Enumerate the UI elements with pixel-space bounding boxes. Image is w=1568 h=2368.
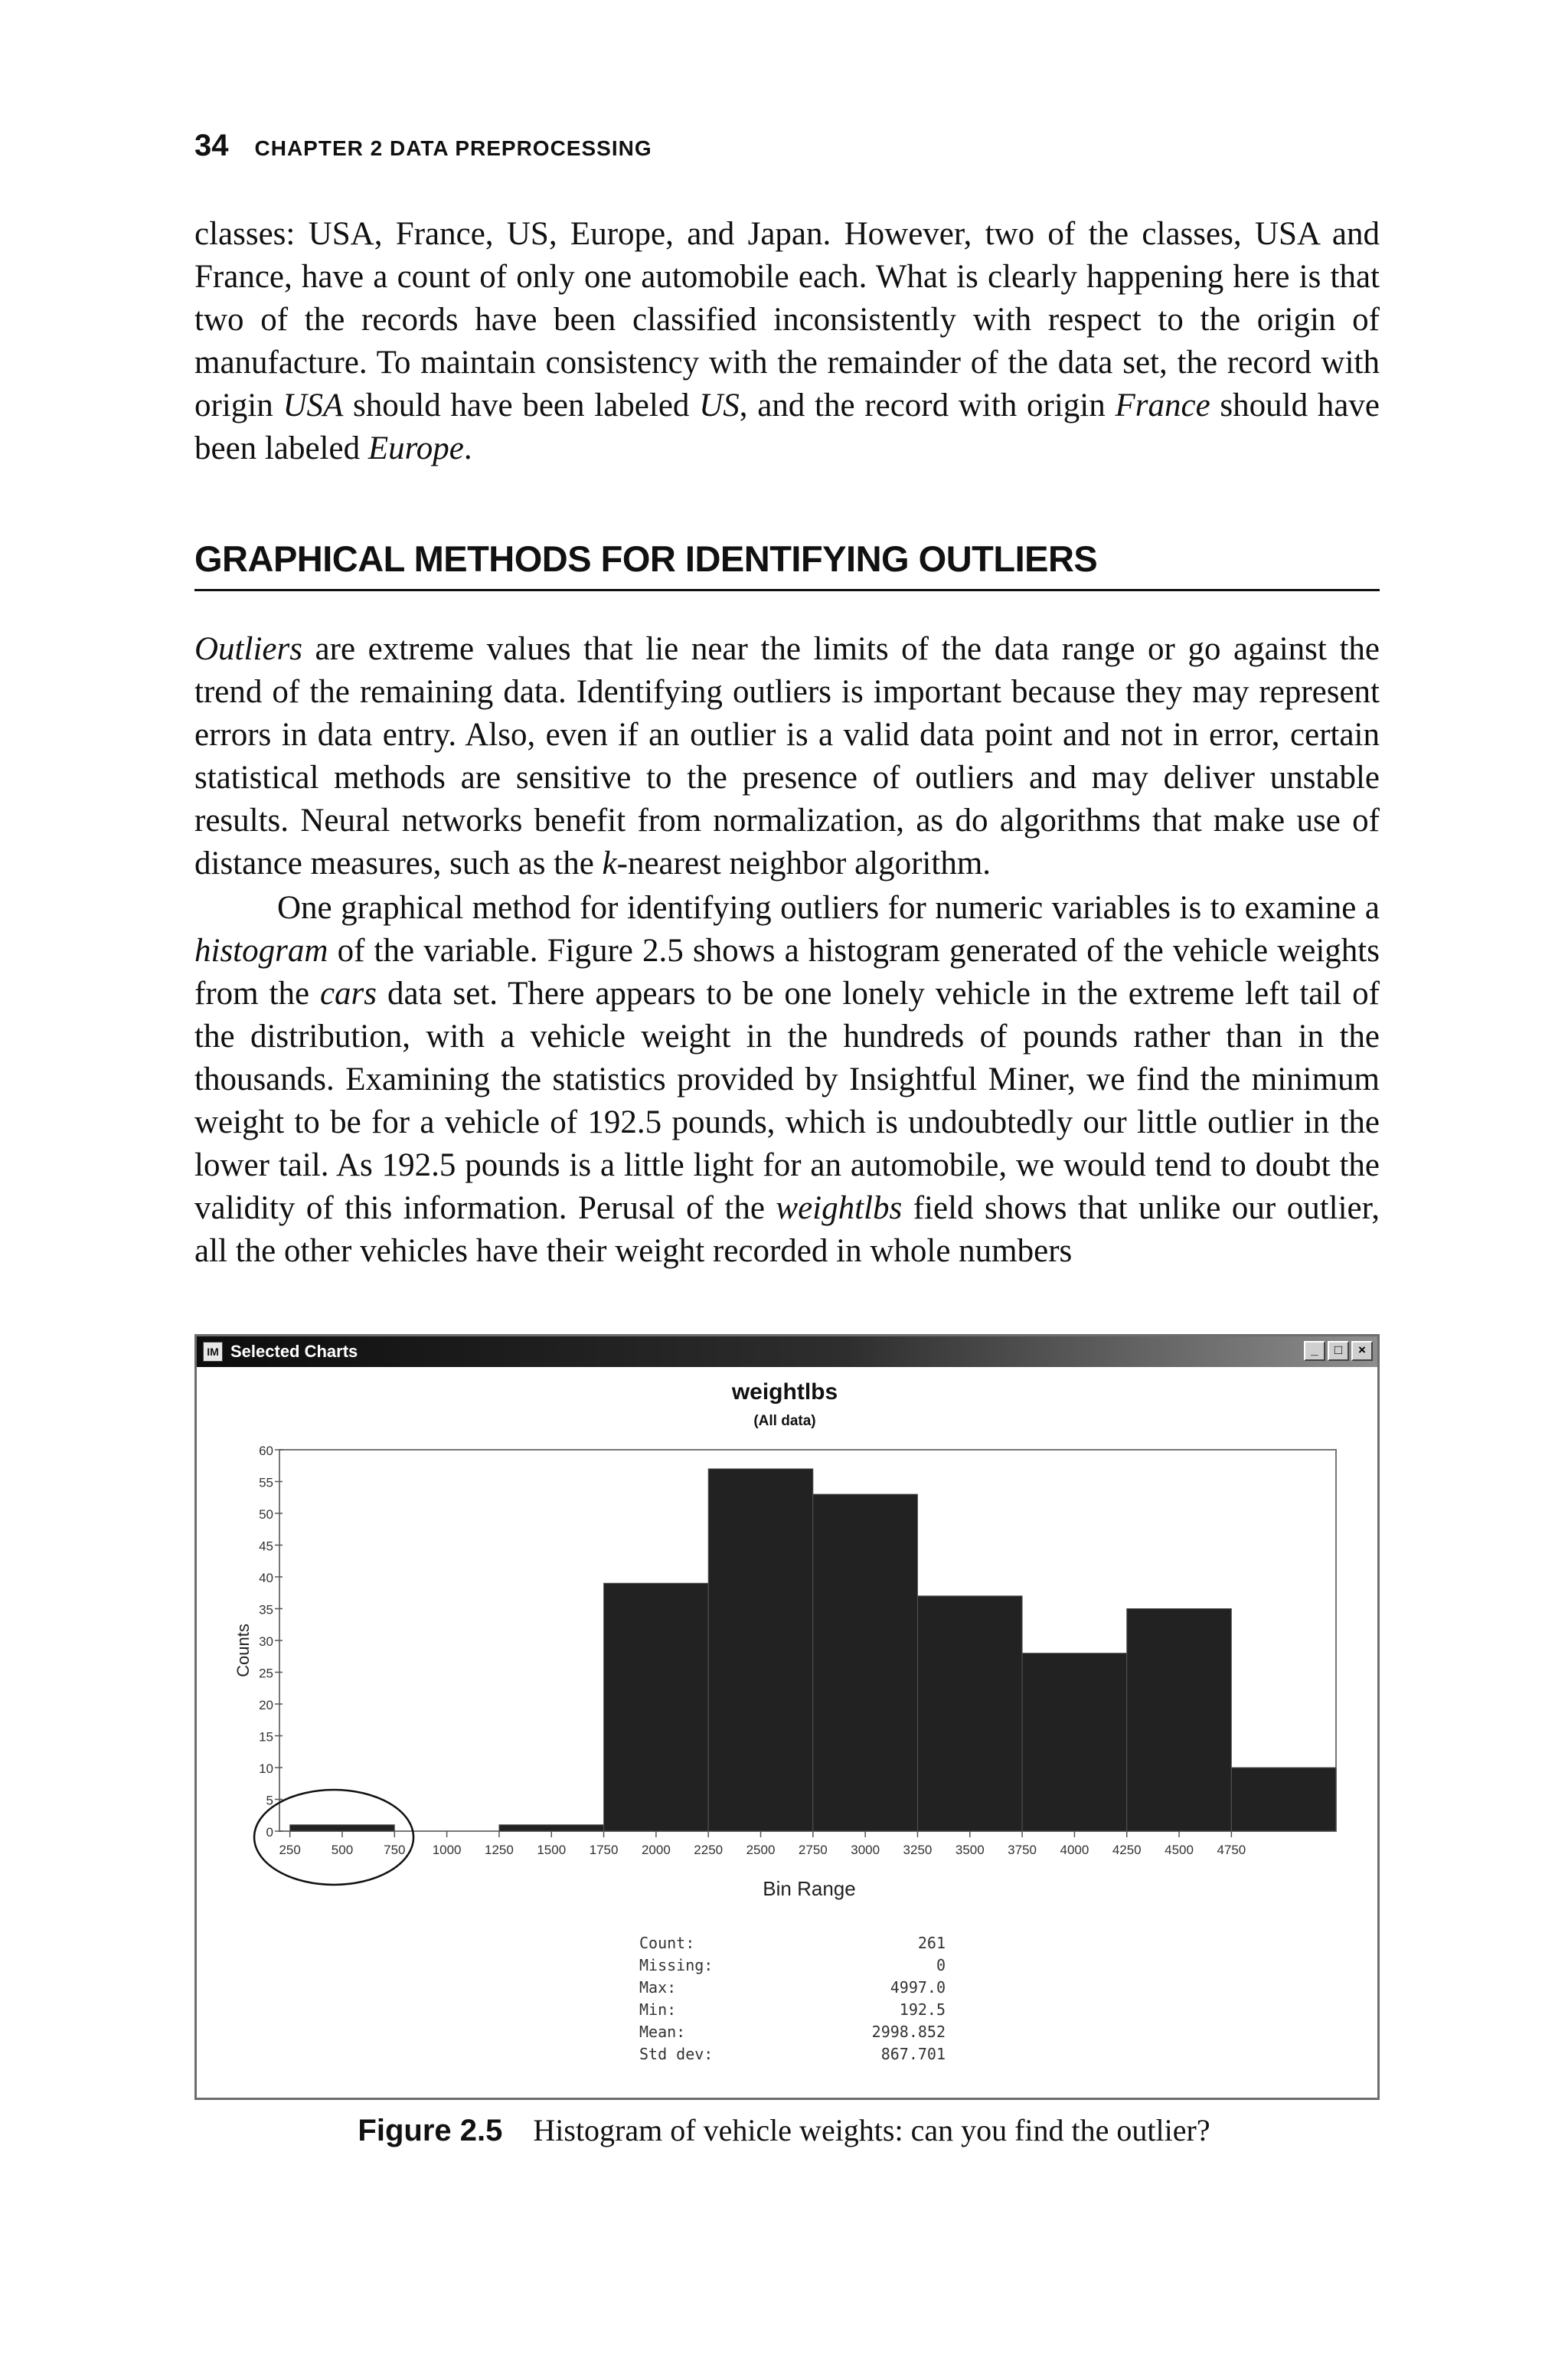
paragraph-origin-classes <box>194 213 1380 470</box>
text-run: should have been labeled <box>194 388 1380 466</box>
figure-caption-text: Histogram of vehicle weights: can you find the outlier? <box>533 2113 1210 2147</box>
histogram-bar <box>1127 1609 1232 1832</box>
chart-title: weightlbs <box>731 1379 838 1405</box>
histogram-bar <box>499 1825 604 1831</box>
x-tick-label: 750 <box>384 1843 406 1857</box>
text-run: k <box>602 845 617 881</box>
section-heading: GRAPHICAL METHODS FOR IDENTIFYING OUTLIERS <box>194 538 1380 591</box>
y-tick-label: 35 <box>259 1602 273 1617</box>
stat-row <box>639 2045 946 2067</box>
y-tick-label: 15 <box>259 1729 273 1745</box>
stat-value: 261 <box>917 1934 946 1952</box>
x-tick-label: 3500 <box>955 1843 985 1857</box>
x-tick-label: 3750 <box>1008 1843 1037 1857</box>
y-tick-label: 20 <box>259 1698 273 1712</box>
histogram-chart <box>197 1367 1377 1918</box>
chart-subtitle: (All data) <box>753 1413 816 1429</box>
chapter-title: CHAPTER 2 DATA PREPROCESSING <box>254 136 652 160</box>
x-tick-label: 1500 <box>537 1843 567 1857</box>
text-run: One graphical method for identifying outliers for numeric variables is to examine a <box>277 890 1380 926</box>
stat-row <box>639 2000 946 2023</box>
y-tick-label: 50 <box>259 1507 273 1522</box>
y-tick-label: 55 <box>259 1475 273 1490</box>
histogram-bar <box>1231 1768 1336 1831</box>
x-tick-label: 2500 <box>746 1843 776 1857</box>
minimize-button[interactable]: _ <box>1304 1341 1325 1361</box>
text-run: are extreme values that lie near the limits of the data range or go against the trend of the remaining data. Identifying outliers is important because they may represent errors in data entry. Also, even if an outlier is a valid data point and not in error, certain statistical methods are sensitive to the presence of outliers and may deliver unstable results. Neural networks benefit from normalization, as do algorithms that make use of distance measures, such as the <box>194 631 1380 881</box>
stat-row <box>639 1934 946 1956</box>
histogram-bar <box>1022 1653 1127 1831</box>
y-tick-label: 10 <box>259 1761 273 1776</box>
y-tick-label: 60 <box>259 1444 273 1458</box>
y-axis-label: Counts <box>234 1624 253 1677</box>
close-button[interactable]: × <box>1351 1341 1373 1361</box>
histogram-bar <box>604 1583 709 1831</box>
y-tick-label: 0 <box>266 1825 273 1840</box>
stat-label: Mean: <box>639 2023 686 2041</box>
y-tick-label: 25 <box>259 1666 273 1681</box>
y-tick-label: 40 <box>259 1571 273 1585</box>
stat-label: Min: <box>639 2000 677 2019</box>
text-run: , and the record with origin <box>739 388 1116 424</box>
stat-row <box>639 1956 946 1978</box>
text-run: data set. There appears to be one lonely vehicle in the extreme left tail of the distribution, with a vehicle weight in the hundreds of pounds rather than in the thousands. Examining the statistics provided by Insightful Miner, we find the minimum weight to be for a vehicle of 192.5 pounds, which is undoubtedly our little outlier in the lower tail. As 192.5 pounds is a little light for an automobile, we would tend to doubt the validity of this information. Perusal of the <box>194 976 1380 1226</box>
x-tick-label: 4250 <box>1112 1843 1142 1857</box>
histogram-bar <box>290 1825 395 1831</box>
y-tick-label: 30 <box>259 1634 273 1649</box>
stat-label: Missing: <box>639 1956 714 1974</box>
paragraph-histogram-method <box>194 887 1380 1273</box>
x-tick-label: 500 <box>331 1843 354 1857</box>
histogram-bar <box>708 1469 813 1831</box>
text-run: . <box>463 430 472 466</box>
stat-label: Count: <box>639 1934 695 1952</box>
text-run: histogram <box>194 933 328 969</box>
x-tick-label: 1750 <box>589 1843 619 1857</box>
text-run: should have been labeled <box>343 388 700 424</box>
stat-row <box>639 2023 946 2045</box>
x-tick-label: 4000 <box>1060 1843 1089 1857</box>
text-run: France <box>1115 388 1210 424</box>
x-tick-label: 4500 <box>1165 1843 1194 1857</box>
text-run: of the variable. Figure 2.5 shows a histogram generated of the vehicle weights from the <box>194 933 1380 1012</box>
x-tick-label: 3000 <box>851 1843 880 1857</box>
stat-value: 0 <box>936 1956 946 1974</box>
paragraph-outliers-definition <box>194 628 1380 885</box>
maximize-button[interactable]: □ <box>1328 1341 1349 1361</box>
x-tick-label: 2750 <box>798 1843 828 1857</box>
histogram-bar <box>813 1494 918 1831</box>
x-tick-label: 4750 <box>1217 1843 1246 1857</box>
window-titlebar[interactable] <box>197 1336 1377 1367</box>
text-run: Outliers <box>194 631 302 667</box>
y-tick-label: 45 <box>259 1539 273 1554</box>
x-tick-label: 1250 <box>485 1843 514 1857</box>
text-run: -nearest neighbor algorithm. <box>616 845 991 881</box>
text-run: cars <box>319 976 377 1012</box>
text-run: US <box>699 388 740 424</box>
selected-charts-window <box>194 1334 1380 2100</box>
text-run: weightlbs <box>776 1190 903 1226</box>
figure-caption <box>0 2112 1568 2148</box>
stat-label: Max: <box>639 1978 677 1997</box>
y-tick-label: 5 <box>266 1793 273 1808</box>
x-tick-label: 3250 <box>903 1843 933 1857</box>
x-tick-label: 250 <box>279 1843 301 1857</box>
text-run: USA <box>283 388 344 424</box>
stat-label: Std dev: <box>639 2045 714 2063</box>
app-icon: IM <box>203 1342 223 1362</box>
window-controls <box>1304 1341 1373 1361</box>
running-head <box>194 129 652 163</box>
outlier-circle <box>254 1790 413 1885</box>
page-number: 34 <box>194 129 229 162</box>
window-title: Selected Charts <box>230 1342 358 1361</box>
x-tick-label: 1000 <box>432 1843 462 1857</box>
stat-value: 867.701 <box>880 2045 946 2063</box>
histogram-bar <box>917 1596 1022 1831</box>
stat-value: 4997.0 <box>890 1978 946 1997</box>
text-run: field shows that unlike our outlier, all the other vehicles have their weight recorded in whole numbers <box>194 1190 1380 1269</box>
stat-value: 192.5 <box>899 2000 946 2019</box>
text-run: classes: USA, France, US, Europe, and Japan. However, two of the classes, USA and France, have a count of only one automobile each. What is clearly happening here is that two of the records have been classified inconsistently with respect to the origin of manufacture. To maintain consistency with the remainder of the data set, the record with origin <box>194 216 1380 424</box>
stat-row <box>639 1978 946 2000</box>
stat-value: 2998.852 <box>871 2023 946 2041</box>
x-tick-label: 2250 <box>694 1843 724 1857</box>
figure-label: Figure 2.5 <box>358 2114 503 2147</box>
x-tick-label: 2000 <box>641 1843 671 1857</box>
summary-statistics <box>639 1934 1145 2067</box>
text-run: Europe <box>368 430 464 466</box>
x-axis-label: Bin Range <box>763 1877 856 1900</box>
